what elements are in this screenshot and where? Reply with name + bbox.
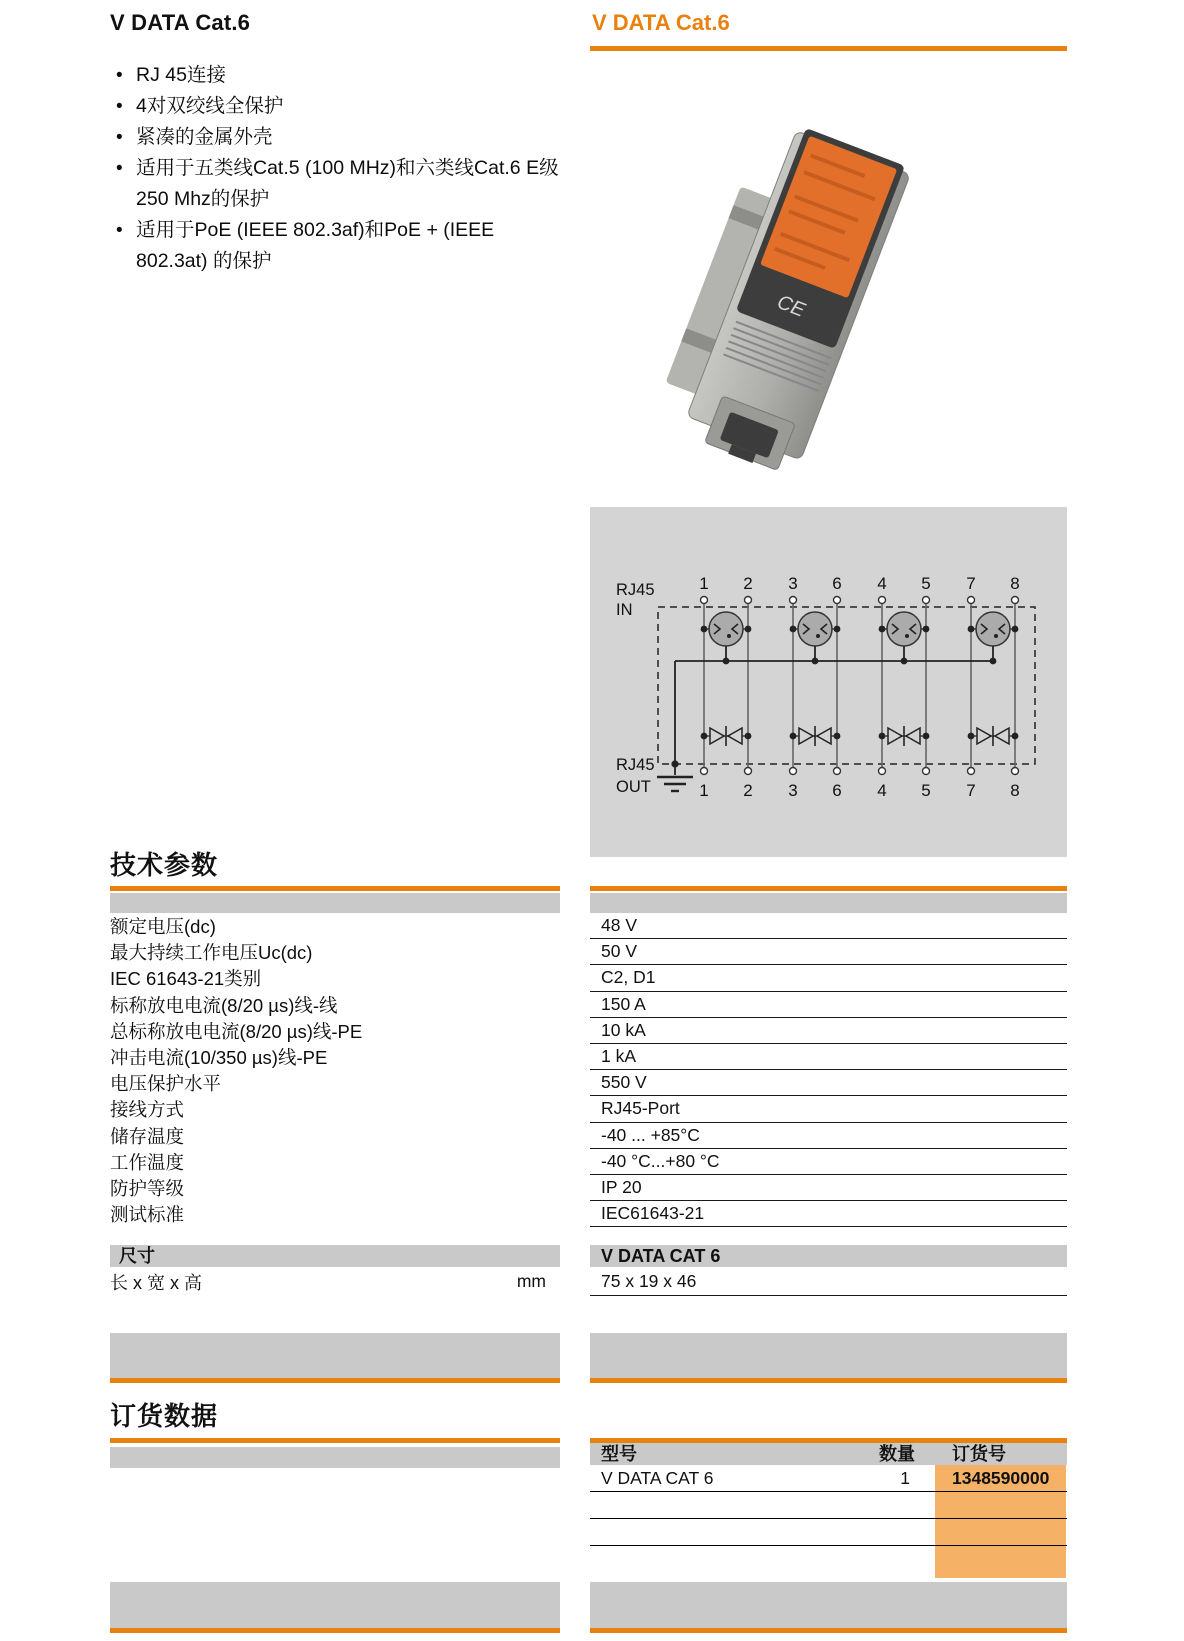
diagram-label-in-1: RJ45 [616, 581, 655, 599]
tech-param-label: 最大持续工作电压Uc(dc) [110, 942, 313, 964]
tech-rule-right [590, 886, 1067, 891]
tech-param-value: IP 20 [590, 1175, 1067, 1201]
tech-param-value: 1 kA [590, 1044, 1067, 1070]
footer-rule-right [590, 1628, 1067, 1633]
dimensions-header-left: 尺寸 [110, 1245, 560, 1267]
tech-param-value: RJ45-Port [590, 1096, 1067, 1122]
pin-bot-8: 8 [1010, 781, 1020, 800]
ordering-model: V DATA CAT 6 [601, 1468, 714, 1488]
pin-bot-3: 3 [788, 781, 798, 800]
ce-mark: CE [774, 291, 808, 322]
ordering-row-empty [590, 1546, 1067, 1578]
ordering-row-empty [590, 1519, 1067, 1546]
pin-bot-7: 7 [966, 781, 976, 800]
feature-item: • 适用于PoE (IEEE 802.3af)和PoE + (IEEE 802.3at) 的保护 [110, 215, 568, 277]
footer-band-left [110, 1582, 560, 1628]
ordering-col-order: 订货号 [952, 1444, 1006, 1464]
tech-section-heading: 技术参数 [110, 850, 219, 880]
pin-top-1: 1 [699, 574, 709, 593]
feature-item: • 紧凑的金属外壳 [110, 122, 568, 153]
dimensions-unit: mm [516, 1271, 546, 1291]
tech-param-value: 150 A [590, 992, 1067, 1018]
pin-numbers-top [699, 574, 1019, 593]
tech-param-values [590, 913, 1067, 1227]
tech-param-value: 50 V [590, 939, 1067, 965]
ordering-order-no: 1348590000 [952, 1468, 1050, 1488]
dimensions-label: 长 x 宽 x 高 [110, 1272, 203, 1293]
ordering-row [590, 1465, 1067, 1492]
ordering-qty: 1 [900, 1468, 910, 1488]
feature-item: • 适用于五类线Cat.5 (100 MHz)和六类线Cat.6 E级250 Mhz的保护 [110, 153, 568, 215]
tech-param-label: 储存温度 [110, 1125, 185, 1147]
footer-rule-left [110, 1628, 560, 1633]
footer-band-right [590, 1582, 1067, 1628]
tech-param-label: 接线方式 [110, 1099, 185, 1121]
tech-param-value: 10 kA [590, 1018, 1067, 1044]
diagram-label-out-1: RJ45 [616, 756, 655, 774]
ordering-table-header [590, 1443, 1067, 1465]
ordering-band-left [110, 1447, 560, 1468]
diagram-label-out-2: OUT [616, 778, 651, 796]
tech-rule-left [110, 886, 560, 891]
separator-band-right [590, 1333, 1067, 1378]
tech-param-label: 冲击电流(10/350 µs)线-PE [110, 1047, 328, 1069]
diagram-label-in-2: IN [616, 601, 633, 619]
tech-param-label: 总标称放电电流(8/20 µs)线-PE [110, 1020, 363, 1042]
tech-param-label: IEC 61643-21类别 [110, 968, 262, 990]
pin-bot-2: 2 [743, 781, 753, 800]
tech-param-value: 550 V [590, 1070, 1067, 1096]
separator-rule-left [110, 1378, 560, 1383]
tech-param-value: -40 ... +85°C [590, 1123, 1067, 1149]
tech-param-label: 工作温度 [110, 1151, 185, 1173]
pin-top-7: 7 [966, 574, 976, 593]
pin-top-4: 4 [877, 574, 887, 593]
tech-param-label: 标称放电电流(8/20 µs)线-线 [110, 994, 338, 1016]
tech-param-value: IEC61643-21 [590, 1201, 1067, 1227]
page-title-right: V DATA Cat.6 [592, 10, 730, 35]
tech-band-right [590, 893, 1067, 913]
feature-item: • RJ 45连接 [110, 60, 568, 91]
tech-param-value: 48 V [590, 913, 1067, 939]
dimensions-value: 75 x 19 x 46 [590, 1267, 1067, 1296]
pin-top-8: 8 [1010, 574, 1020, 593]
ordering-col-model: 型号 [601, 1444, 637, 1464]
page-title-left: V DATA Cat.6 [110, 10, 251, 35]
pin-bot-5: 5 [921, 781, 931, 800]
product-image [622, 112, 952, 472]
right-title-rule [590, 46, 1067, 51]
pin-top-2: 2 [743, 574, 753, 593]
pin-top-5: 5 [921, 574, 931, 593]
pin-bot-1: 1 [699, 781, 709, 800]
feature-list [110, 60, 568, 277]
pin-bot-6: 6 [832, 781, 842, 800]
separator-rule-right [590, 1378, 1067, 1383]
feature-item: • 4对双绞线全保护 [110, 91, 568, 122]
separator-band-left [110, 1333, 560, 1378]
ground-junction [671, 760, 678, 767]
ordering-rule-left [110, 1438, 560, 1443]
dimensions-header-right: V DATA CAT 6 [590, 1245, 1067, 1267]
surge-protector-device [650, 114, 913, 472]
tech-param-value: -40 °C...+80 °C [590, 1149, 1067, 1175]
tech-param-label: 电压保护水平 [110, 1073, 222, 1095]
ordering-col-qty: 数量 [879, 1444, 915, 1464]
tech-param-label: 额定电压(dc) [110, 916, 216, 938]
tech-param-label: 防护等级 [110, 1177, 185, 1199]
pin-top-6: 6 [832, 574, 842, 593]
pin-bot-4: 4 [877, 781, 887, 800]
circuit-diagram [590, 507, 1067, 857]
tech-param-label: 测试标准 [110, 1204, 185, 1226]
pin-top-3: 3 [788, 574, 798, 593]
tech-param-labels [110, 913, 560, 1227]
tech-band-left [110, 893, 560, 913]
ordering-section-heading: 订货数据 [110, 1401, 219, 1431]
ordering-row-empty [590, 1492, 1067, 1519]
pin-numbers-bottom [699, 781, 1019, 800]
tech-param-value: C2, D1 [590, 965, 1067, 991]
